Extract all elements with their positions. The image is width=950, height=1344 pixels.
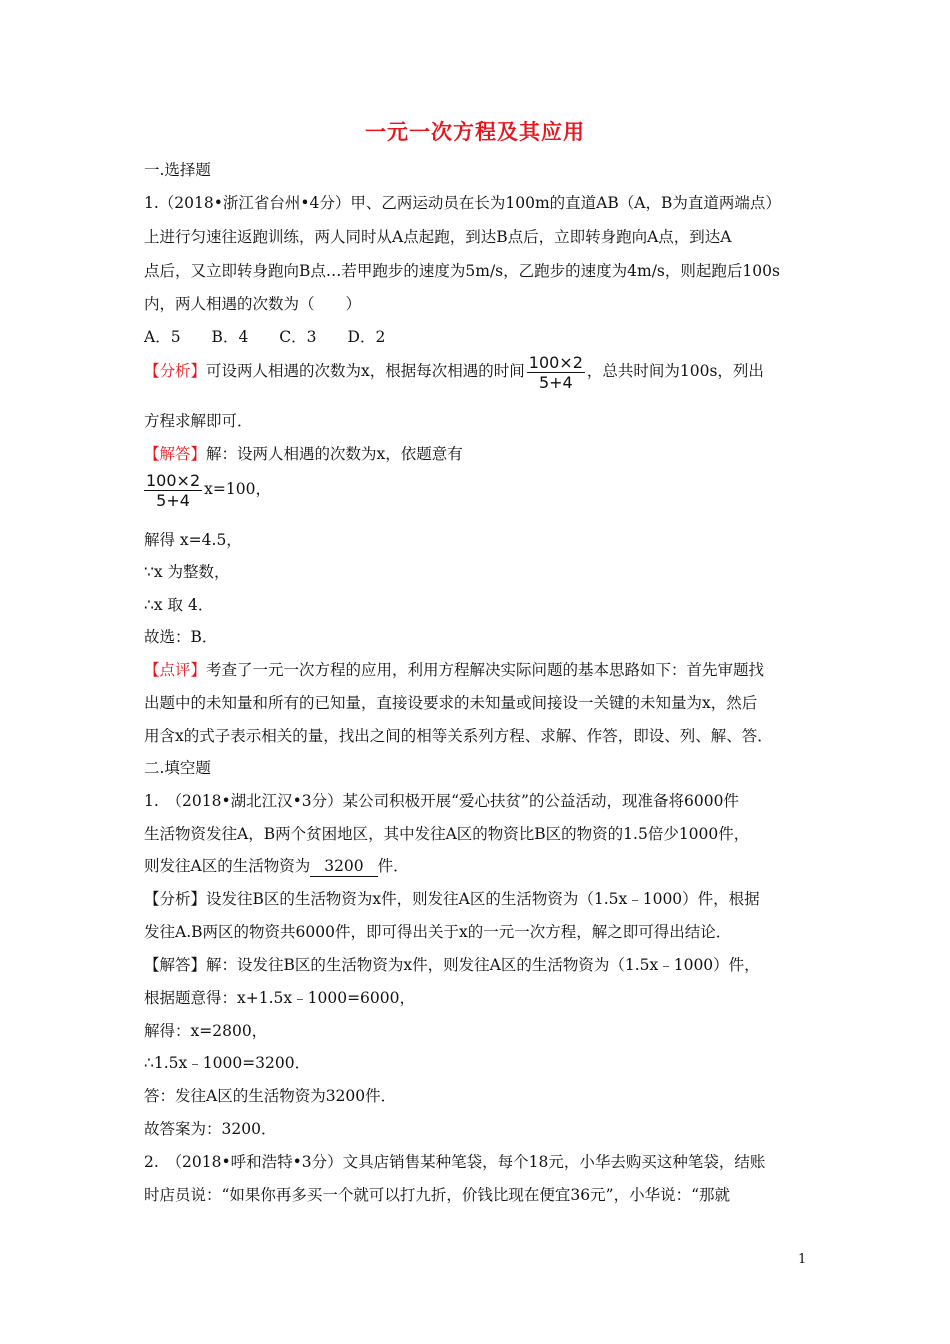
q1-analysis-cont: 方程求解即可． bbox=[144, 412, 253, 430]
fraction-numerator: 100×2 bbox=[528, 352, 583, 372]
fraction bbox=[527, 353, 585, 392]
f1-line-3 bbox=[144, 856, 409, 877]
f1-solution-2: 根据题意得：x+1.5x﹣1000=6000， bbox=[144, 989, 416, 1007]
solution-tag: 【解答】 bbox=[144, 445, 207, 463]
q1-step-1: 解得 x=4.5， bbox=[144, 531, 242, 549]
f1-analysis-1: 【分析】设发往B区的生活物资为x件，则发往A区的生活物资为（1.5x﹣1000）件，根据 bbox=[144, 890, 760, 908]
page-title: 一元一次方程及其应用 bbox=[365, 120, 585, 144]
fraction-denominator: 5+4 bbox=[538, 372, 573, 392]
section-heading-fill: 二.填空题 bbox=[144, 759, 211, 777]
equation-tail: x=100， bbox=[204, 480, 271, 498]
analysis-tag: 【分析】 bbox=[144, 362, 207, 380]
q1-comment bbox=[144, 660, 764, 680]
f1-solution-5: 答：发往A区的生活物资为3200件． bbox=[144, 1087, 397, 1105]
comment-text-a: 考查了一元一次方程的应用，利用方程解决实际问题的基本思路如下：首先审题找 bbox=[206, 661, 765, 679]
answer-blank: 3200 bbox=[310, 856, 377, 877]
f1-solution-1: 【解答】解：设发往B区的生活物资为x件，则发往A区的生活物资为（1.5x﹣1000）件， bbox=[144, 956, 760, 974]
q1-line-2: 上进行匀速往返跑训练，两人同时从A点起跑，到达B点后，立即转身跑向A点，到达A bbox=[144, 228, 732, 246]
q1-analysis bbox=[144, 352, 764, 392]
solution-text: 解：设两人相遇的次数为x，依题意有 bbox=[206, 445, 463, 463]
equation-fraction bbox=[144, 471, 202, 510]
f2-line-2: 时店员说：“如果你再多买一个就可以打九折，价钱比现在便宜36元”，小华说：“那就 bbox=[144, 1186, 730, 1204]
f1-line-1: 1. （2018•湖北江汉•3分）某公司积极开展“爱心扶贫”的公益活动，现准备将6000件 bbox=[144, 792, 739, 810]
q1-options: A．5 B．4 C．3 D．2 bbox=[144, 328, 386, 346]
q1-line-3: 点后，又立即转身跑向B点…若甲跑步的速度为5m/s，乙跑步的速度为4m/s，则起跑后100s bbox=[144, 262, 780, 280]
page-number: 1 bbox=[798, 1252, 807, 1267]
q1-step-3: ∴x 取 4． bbox=[144, 596, 214, 614]
comment-tag: 【点评】 bbox=[144, 661, 207, 679]
q1-line-4: 内，两人相遇的次数为（ ） bbox=[144, 295, 362, 313]
q1-comment-2: 出题中的未知量和所有的已知量，直接设要求的未知量或间接设一关键的未知量为x，然后 bbox=[144, 694, 758, 712]
q1-step-4: 故选：B． bbox=[144, 628, 218, 646]
section-heading-choice: 一.选择题 bbox=[144, 161, 211, 179]
q1-equation bbox=[142, 470, 271, 510]
f1-analysis-2: 发往A.B两区的物资共6000件，即可得出关于x的一元一次方程，解之即可得出结论． bbox=[144, 923, 732, 941]
f1-line-3-text: 则发往A区的生活物资为 bbox=[144, 857, 311, 875]
analysis-text-a: 可设两人相遇的次数为x，根据每次相遇的时间 bbox=[206, 362, 525, 380]
q1-line-1: 1.（2018•浙江省台州•4分）甲、乙两运动员在长为100m的直道AB（A，B为直道两端点） bbox=[144, 194, 781, 212]
f1-solution-4: ∴1.5x﹣1000=3200． bbox=[144, 1054, 311, 1072]
f1-solution-6: 故答案为：3200． bbox=[144, 1120, 277, 1138]
f1-line-3-tail: 件． bbox=[377, 857, 409, 875]
f1-solution-3: 解得：x=2800， bbox=[144, 1022, 268, 1040]
f1-line-2: 生活物资发往A，B两个贫困地区，其中发往A区的物资比B区的物资的1.5倍少1000件， bbox=[144, 825, 750, 843]
analysis-text-b: ，总共时间为100s，列出 bbox=[586, 362, 764, 380]
equation-fraction-denominator: 5+4 bbox=[156, 490, 190, 510]
equation-fraction-numerator: 100×2 bbox=[146, 470, 201, 490]
q1-comment-3: 用含x的式子表示相关的量，找出之间的相等关系列方程、求解、作答，即设、列、解、答． bbox=[144, 727, 773, 745]
f2-line-1: 2. （2018•呼和浩特•3分）文具店销售某种笔袋，每个18元，小华去购买这种笔袋，结账 bbox=[144, 1153, 766, 1171]
q1-solution bbox=[144, 444, 463, 464]
q1-step-2: ∵x 为整数， bbox=[144, 563, 230, 581]
